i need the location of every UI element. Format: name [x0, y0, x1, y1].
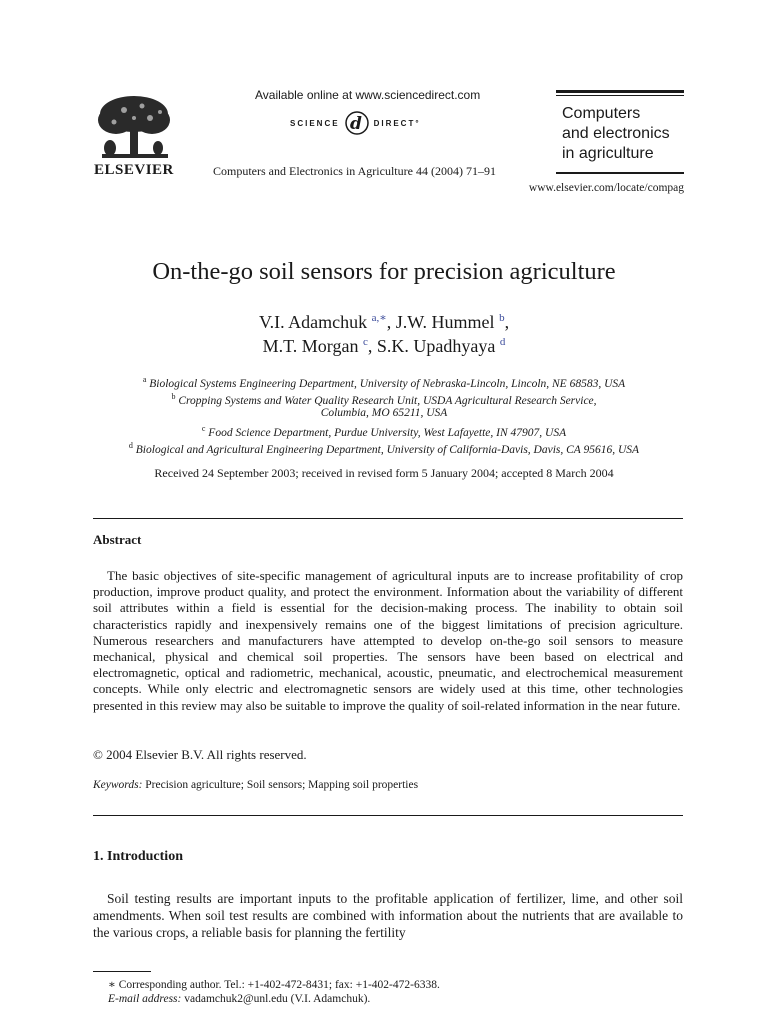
- journal-citation: Computers and Electronics in Agriculture 44 (2004) 71–91: [213, 164, 496, 178]
- article-title: On-the-go soil sensors for precision agriculture: [152, 258, 616, 285]
- footnote-rule: [93, 971, 151, 972]
- copyright-line: © 2004 Elsevier B.V. All rights reserved.: [93, 747, 307, 762]
- received-dates: Received 24 September 2003; received in revised form 5 January 2004; accepted 8 March 2004: [154, 466, 614, 480]
- introduction-body: [93, 890, 683, 941]
- author-line-1: [0, 311, 768, 333]
- divider: [93, 815, 683, 816]
- affiliation-text: Food Science Department, Purdue University, West Lafayette, IN 47907, USA: [208, 426, 567, 439]
- author-affil-link[interactable]: c: [362, 336, 368, 348]
- affiliation: [84, 438, 684, 458]
- sciencedirect-logo[interactable]: [290, 110, 421, 136]
- affiliation-text: Columbia, MO 65211, USA: [320, 407, 448, 419]
- journal-url-link[interactable]: www.elsevier.com/locate/compag: [528, 182, 684, 194]
- masthead-rule-bottom: [556, 172, 684, 174]
- author-name: , S.K. Upadhyaya: [367, 336, 496, 356]
- email-link[interactable]: vadamchuk2@unl.edu (V.I. Adamchuk).: [181, 993, 371, 1005]
- journal-masthead: [556, 90, 684, 174]
- sciencedirect-left: SCIENCE: [290, 118, 340, 128]
- sciencedirect-right: DIRECT°: [373, 118, 421, 128]
- author-affil-link[interactable]: d: [499, 336, 506, 348]
- author-name: M.T. Morgan: [262, 336, 359, 356]
- email-label: E-mail address:: [108, 993, 182, 1005]
- author-affil-link[interactable]: a,∗: [371, 312, 387, 324]
- affiliation-marker: b: [171, 392, 176, 401]
- affiliation-marker: d: [128, 441, 133, 450]
- keywords-line: [93, 779, 418, 791]
- sciencedirect-d-icon: [344, 110, 370, 136]
- affiliation: [90, 405, 678, 421]
- affiliation-text: Cropping Systems and Water Quality Research Unit, USDA Agricultural Research Service,: [178, 394, 597, 407]
- available-online-link[interactable]: Available online at www.sciencedirect.com: [255, 88, 481, 102]
- affiliation-text: Biological Systems Engineering Department, University of Nebraska-Lincoln, Lincoln, NE 68583, USA: [149, 377, 626, 390]
- author-separator: ,: [504, 312, 510, 332]
- journal-name-line: in agriculture: [562, 145, 654, 162]
- affiliation-text: Biological and Agricultural Engineering Department, University of California-Davis, Davis, CA 95616, USA: [135, 443, 640, 456]
- section-heading: 1. Introduction: [93, 849, 183, 864]
- introduction-paragraph: Soil testing results are important inputs to the profitable application of fertilizer, lime, and other soil amendments. When soil test results are combined with information about the nutrients that are available to the various crops, a reliable basis for planning the fertility: [93, 891, 683, 940]
- author-affil-link[interactable]: b: [499, 312, 505, 324]
- affiliation-marker: c: [201, 424, 206, 433]
- affiliation-marker: a: [142, 375, 147, 384]
- journal-name-line: and electronics: [562, 125, 670, 142]
- corresponding-author-footnote: ∗ Corresponding author. Tel.: +1-402-472-8431; fax: +1-402-472-6338.: [108, 979, 440, 991]
- divider: [93, 518, 683, 519]
- author-name: V.I. Adamchuk: [258, 312, 368, 332]
- email-footnote: [108, 993, 370, 1005]
- keywords-list: Precision agriculture; Soil sensors; Mapping soil properties: [145, 779, 419, 791]
- abstract-paragraph: The basic objectives of site-specific management of agricultural inputs are to increase profitability of crop production, improve product quality, and protect the environment. Information about the variability of different soil attributes within a field is essential for the decision-making process. The inability to obtain soil characteristics rapidly and inexpensively remains one of the biggest limitations of precision agriculture. Numerous researchers and manufacturers have attempted to develop on-the-go soil sensors to measure mechanical, physical and chemical soil properties. The sensors have been based on electrical and electromagnetic, optical and radiometric, mechanical, acoustic, pneumatic, and electrochemical measurement concepts. While only electric and electromagnetic sensors are widely used at this time, other technologies presented in this review may also be suitable to improve the quality of soil-related information in the near future.: [93, 568, 683, 713]
- masthead-rule-top: [556, 90, 684, 93]
- svg-text:d: d: [349, 114, 364, 134]
- masthead-rule-thin: [556, 95, 684, 96]
- author-name: , J.W. Hummel: [386, 312, 495, 332]
- journal-name-line: Computers: [562, 105, 641, 122]
- abstract-body: [93, 568, 683, 714]
- abstract-heading: Abstract: [93, 532, 142, 547]
- author-line-2: [0, 336, 768, 357]
- publisher-name: ELSEVIER: [94, 162, 174, 178]
- keywords-label: Keywords:: [93, 779, 143, 791]
